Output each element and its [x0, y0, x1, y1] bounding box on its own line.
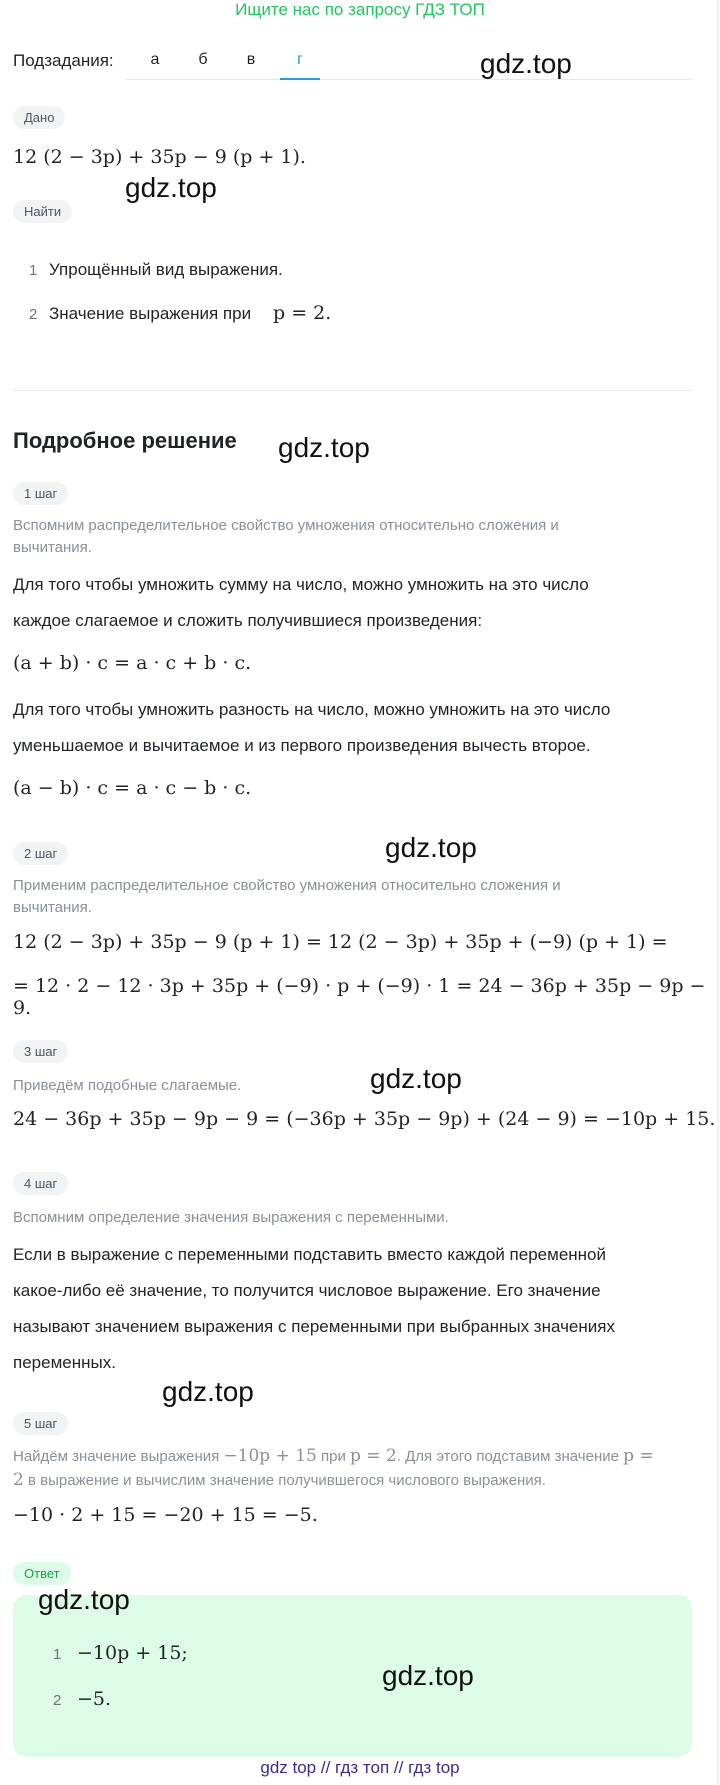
- find-item-text: Значение выражения при: [49, 304, 252, 323]
- tab-v[interactable]: в: [246, 51, 256, 68]
- step-formula: 24 − 36p + 35p − 9p − 9 = (−36p + 35p − 9p) + (24 − 9) = −10p + 15.: [13, 1108, 716, 1130]
- search-banner[interactable]: Ищите нас по запросу ГДЗ ТОП: [235, 0, 485, 19]
- step-text: Если в выражение с переменными подставить вместо каждой переменной: [13, 1245, 606, 1264]
- answer-item-number: 1: [53, 1646, 62, 1663]
- step-text: Для того чтобы умножить разность на число, можно умножить на это число: [13, 700, 611, 719]
- step-formula: −10 · 2 + 15 = −20 + 15 = −5.: [13, 1504, 318, 1526]
- step-chip: 4 шаг: [13, 1172, 68, 1195]
- find-chip: Найти: [13, 200, 72, 223]
- step-text: Для того чтобы умножить сумму на число, можно умножить на это число: [13, 575, 589, 594]
- step-hint: Вспомним определение значения выражения с переменными.: [13, 1209, 449, 1226]
- step-text: каждое слагаемое и сложить получившиеся произведения:: [13, 611, 483, 630]
- active-tab-indicator: [280, 78, 320, 80]
- given-chip: Дано: [13, 106, 65, 129]
- footer-separator: //: [320, 1758, 331, 1777]
- watermark: gdz.top: [278, 432, 370, 463]
- step-hint: Приведём подобные слагаемые.: [13, 1077, 242, 1094]
- tabs-divider: [125, 79, 692, 80]
- watermark: gdz.top: [162, 1376, 254, 1407]
- watermark: gdz.top: [480, 48, 572, 79]
- step-text: уменьшаемое и вычитаемое и из первого произведения вычесть второе.: [13, 736, 591, 755]
- subtasks-label: Подзадания:: [13, 51, 114, 70]
- find-item-number: 2: [29, 306, 38, 323]
- answer-item-value: −5.: [77, 1688, 112, 1710]
- watermark: gdz.top: [385, 832, 477, 863]
- solution-title: Подробное решение: [13, 428, 237, 453]
- footer-link[interactable]: gdz top: [260, 1758, 317, 1777]
- step-chip: 2 шаг: [13, 842, 68, 865]
- step-text: переменных.: [13, 1353, 116, 1372]
- footer-separator: //: [393, 1758, 404, 1777]
- footer-link[interactable]: гдз top: [408, 1758, 460, 1777]
- step-hint: вычитания.: [13, 899, 92, 916]
- step-chip: 5 шаг: [13, 1412, 68, 1435]
- step-formula: 12 (2 − 3p) + 35p − 9 (p + 1) = 12 (2 − 3p) + 35p + (−9) (p + 1) =: [13, 931, 668, 953]
- step-chip: 1 шаг: [13, 482, 68, 505]
- find-item-text: Упрощённый вид выражения.: [49, 260, 283, 279]
- hint-text: . Для этого подставим значение: [396, 1448, 619, 1465]
- step-text: какое-либо её значение, то получится числовое выражение. Его значение: [13, 1281, 601, 1300]
- hint-math: p =: [623, 1446, 654, 1466]
- step-chip: 3 шаг: [13, 1040, 68, 1063]
- answer-item-value: −10p + 15;: [77, 1642, 188, 1664]
- hint-math: p = 2: [350, 1446, 397, 1466]
- step-hint: вычитания.: [13, 539, 92, 556]
- watermark: gdz.top: [382, 1660, 474, 1691]
- step-hint: Вспомним распределительное свойство умножения относительно сложения и: [13, 517, 559, 534]
- step-text: называют значением выражения с переменными при выбранных значениях: [13, 1317, 615, 1336]
- section-divider: [13, 390, 692, 391]
- footer-link[interactable]: гдз топ: [335, 1758, 390, 1777]
- hint-text: при: [321, 1448, 346, 1465]
- step-hint: Применим распределительное свойство умножения относительно сложения и: [13, 877, 561, 894]
- step-formula: (a − b) · c = a · c − b · c.: [13, 777, 252, 799]
- hint-text: в выражение и вычислим значение получившегося числового выражения.: [28, 1472, 546, 1489]
- step-hint: [13, 1445, 654, 1468]
- hint-math: −10p + 15: [223, 1446, 317, 1466]
- footer-links: [0, 1758, 720, 1778]
- step-formula: (a + b) · c = a · c + b · c.: [13, 652, 252, 674]
- answer-item-number: 2: [53, 1692, 62, 1709]
- tab-g[interactable]: г: [297, 51, 303, 68]
- given-expression: 12 (2 − 3p) + 35p − 9 (p + 1).: [13, 146, 306, 168]
- step-hint: [13, 1469, 546, 1492]
- tab-b[interactable]: б: [198, 51, 208, 68]
- find-item-math: p = 2.: [273, 302, 332, 324]
- answer-chip: Ответ: [13, 1562, 71, 1585]
- tab-a[interactable]: а: [150, 51, 160, 68]
- hint-math: 2: [13, 1470, 24, 1490]
- watermark: gdz.top: [370, 1063, 462, 1094]
- step-formula: = 12 · 2 − 12 · 3p + 35p + (−9) · p + (−9) · 1 = 24 − 36p + 35p − 9p − 9.: [13, 975, 706, 1019]
- find-item-number: 1: [29, 262, 38, 279]
- watermark: gdz.top: [38, 1584, 130, 1615]
- right-edge-rule: [717, 0, 719, 1785]
- answer-box: [13, 1595, 692, 1757]
- hint-text: Найдём значение выражения: [13, 1448, 220, 1465]
- watermark: gdz.top: [125, 172, 217, 203]
